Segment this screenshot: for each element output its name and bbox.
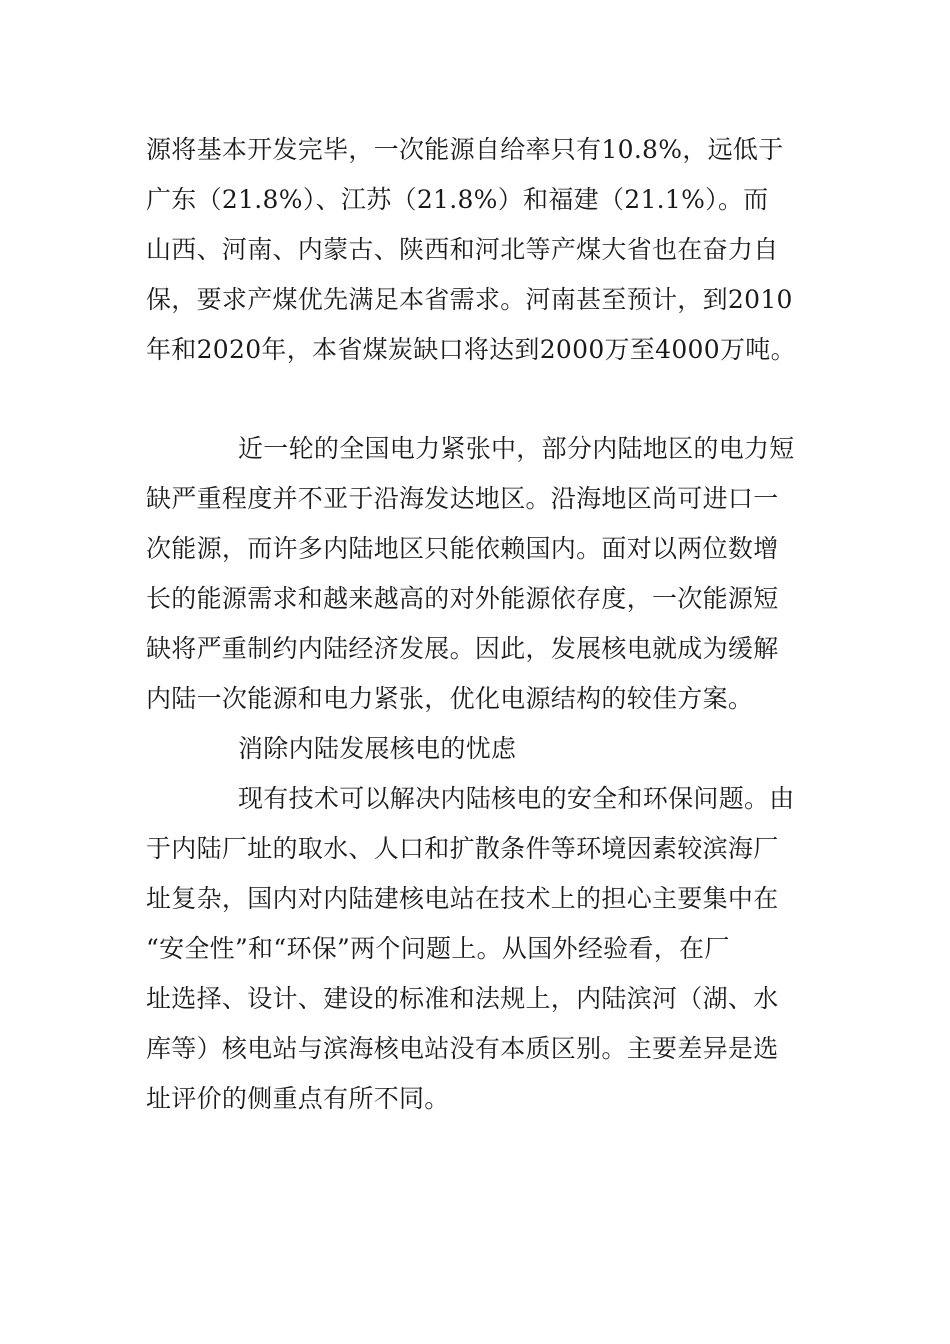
text-line: 现有技术可以解决内陆核电的安全和环保问题。由 bbox=[238, 784, 795, 813]
text-line: 广东（21.8%）、江苏（21.8%）和福建（21.1%）。而 bbox=[146, 185, 769, 214]
section-heading: 消除内陆发展核电的忧虑 bbox=[238, 734, 517, 763]
text-line: 近一轮的全国电力紧张中，部分内陆地区的电力短 bbox=[238, 434, 795, 463]
text-line: 缺严重程度并不亚于沿海发达地区。沿海地区尚可进口一 bbox=[146, 484, 779, 513]
text-line: 长的能源需求和越来越高的对外能源依存度，一次能源短 bbox=[146, 584, 779, 613]
text-line: 于内陆厂址的取水、人口和扩散条件等环境因素较滨海厂 bbox=[146, 834, 779, 863]
text-line: “安全性”和“环保”两个问题上。从国外经验看，在厂 bbox=[146, 934, 730, 963]
text-line: 缺将严重制约内陆经济发展。因此，发展核电就成为缓解 bbox=[146, 634, 779, 663]
text-line: 次能源，而许多内陆地区只能依赖国内。面对以两位数增 bbox=[146, 534, 779, 563]
text-line: 内陆一次能源和电力紧张，优化电源结构的较佳方案。 bbox=[146, 684, 754, 713]
text-line: 库等）核电站与滨海核电站没有本质区别。主要差异是选 bbox=[146, 1034, 779, 1063]
text-line: 年和2020年，本省煤炭缺口将达到2000万至4000万吨。 bbox=[146, 335, 796, 364]
text-line: 山西、河南、内蒙古、陕西和河北等产煤大省也在奋力自 bbox=[146, 235, 779, 264]
text-line: 址评价的侧重点有所不同。 bbox=[146, 1084, 450, 1113]
text-line: 址复杂，国内对内陆建核电站在技术上的担心主要集中在 bbox=[146, 884, 779, 913]
text-line: 保，要求产煤优先满足本省需求。河南甚至预计，到2010 bbox=[146, 285, 793, 314]
text-line: 址选择、设计、建设的标准和法规上，内陆滨河（湖、水 bbox=[146, 984, 779, 1013]
text-line: 源将基本开发完毕，一次能源自给率只有10.8%，远低于 bbox=[146, 135, 784, 164]
